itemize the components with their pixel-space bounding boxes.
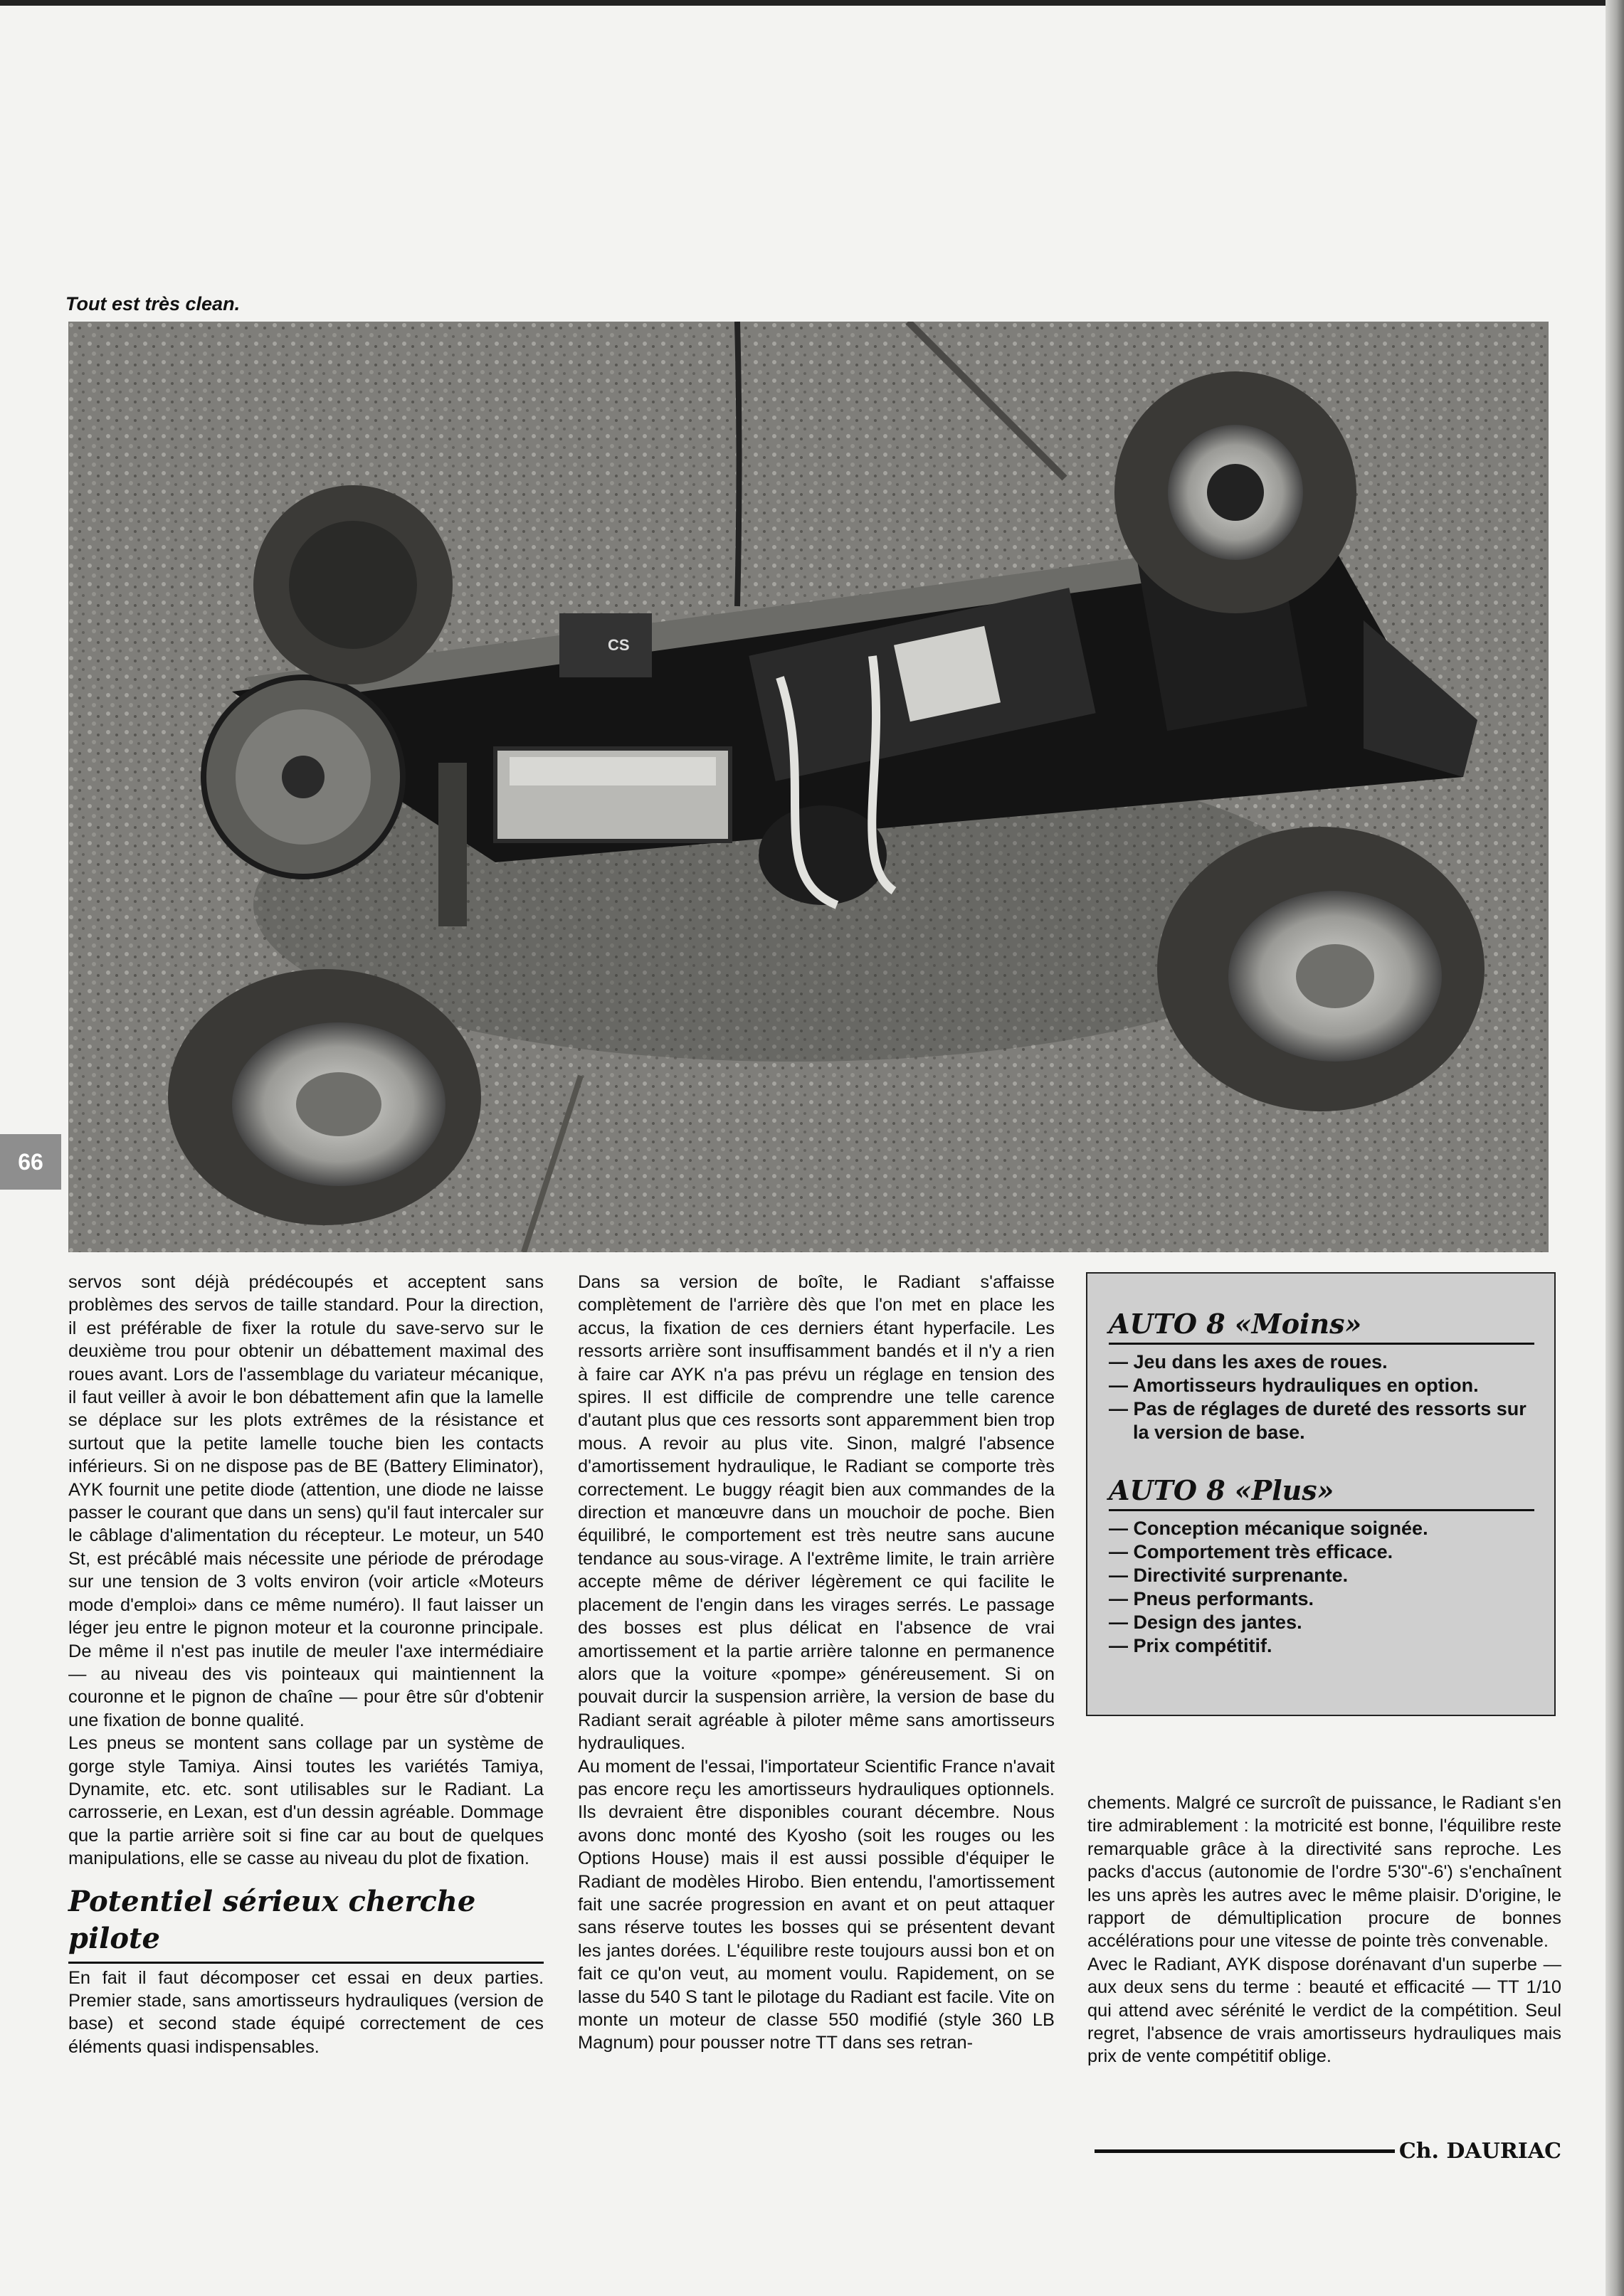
article-column-2 (578, 1271, 1055, 2055)
author-signature (1095, 2139, 1561, 2164)
plus-title: AUTO 8 «Plus» (1109, 1474, 1534, 1511)
article-column-3 (1087, 1792, 1561, 2068)
author-name: Ch. DAURIAC (1398, 2139, 1561, 2164)
col1-paragraph-1: servos sont déjà prédécoupés et acceptent sans problèmes des servos de taille standard. Pour la direction, il est préférable de fixer la rotule du save-servo sur le deuxième trou pour obtenir un débattement maximal des roues avant. Lors de l'assemblage du variateur mécanique, il faut veiller à avoir le bon débattement afin que la lamelle se déplace sur les plots extrêmes de la résistance et surtout que la petite lamelle touche bien les contacts inférieurs. Si on ne dispose pas de BE (Battery Eliminator), AYK fournit une petite diode (attention, une diode ne laisse passer le courant que dans un sens) qu'il faut intercaler sur le câblage d'alimentation du récepteur. Le moteur, un 540 St, est précâblé mais nécessite une période de prérodage sur une tension de 3 volts environ (voir article «Moteurs mode d'emploi» dans ce même numéro). Il faut laisser un léger jeu entre le pignon moteur et la couronne principale. De même il n'est pas inutile de meuler l'axe intermédiaire — au niveau des vis pointeaux qui maintiennent la couronne et le pignon de chaîne — pour être sûr d'obtenir une fixation de bonne qualité. (68, 1272, 544, 1730)
plus-item: — Pneus performants. (1109, 1588, 1314, 1609)
col3-paragraph-1: chements. Malgré ce surcroît de puissance, le Radiant s'en tire admirablement : la motricité est bonne, l'équilibre reste remarquable grâce à la directivité sans reproche. Les packs d'accus (autonomie de l'ordre 5'30"-6') s'enchaînent les uns après les autres avec le même plaisir. D'origine, le rapport de démultiplication procure de bonnes accélérations pour une vitesse de pointe très convenable. (1087, 1793, 1561, 1952)
pros-cons-box (1086, 1272, 1556, 1716)
rear-left-wheel (253, 485, 453, 684)
col3-paragraph-2: Avec le Radiant, AYK dispose dorénavant d'un superbe — aux deux sens du terme : beauté et efficacité — TT 1/10 qui attend avec sérénité le verdict de la compétition. Seul regret, l'absence de vrais amortisseurs hydrauliques mais prix de vente compétitif oblige. (1087, 1954, 1561, 2067)
minus-item: la version de base. (1133, 1422, 1305, 1443)
buggy-photo (68, 322, 1549, 1252)
rear-right-wheel (168, 969, 481, 1225)
minus-item: — Pas de réglages de dureté des ressorts sur (1109, 1398, 1527, 1419)
page-right-edge (1605, 0, 1624, 2296)
col2-paragraph-1: Dans sa version de boîte, le Radiant s'affaisse complètement de l'arrière dès que l'on met en place les accus, la fixation de ces derniers étant hyperfacile. Les ressorts arrière sont insuffisamment bandés et il n'y a rien à faire car AYK n'a pas prévu un réglage en tension des spires. Il est difficile de comprendre une telle carence d'autant plus que ces ressorts sont apparemment bien trop mous. A revoir au plus vite. Sinon, malgré l'absence d'amortissement hydraulique, le Radiant se comporte très correctement. Le buggy réagit bien aux commandes de la direction et manœuvre dans un mouchoir de poche. Bien équilibré, le comportement est très neutre sans aucune tendance au sous-virage. A l'extrême limite, le train arrière accepte même de dériver légèrement ce qui facilite le placement de l'engin dans les virages serrés. Le passage des bosses est plus délicat en l'absence de vrai amortissement et la partie arrière talonne en permanence alors que la voiture «pompe» généreusement. Si on pouvait durcir la suspension arrière, la version de base du Radiant serait agréable à piloter même sans amortisseurs hydrauliques. (578, 1272, 1055, 1754)
signature-rule (1095, 2149, 1395, 2153)
minus-item: — Amortisseurs hydrauliques en option. (1109, 1375, 1479, 1396)
plus-item: — Conception mécanique soignée. (1109, 1518, 1428, 1539)
front-left-wheel (1114, 371, 1356, 613)
page-top-edge (0, 0, 1624, 6)
minus-item: — Jeu dans les axes de roues. (1109, 1351, 1388, 1372)
photo-caption: Tout est très clean. (65, 293, 241, 314)
plus-item: — Directivité surprenante. (1109, 1565, 1349, 1586)
plus-item: — Prix compétitif. (1109, 1635, 1272, 1656)
servo-label: CS (608, 636, 630, 654)
front-right-wheel (1157, 827, 1485, 1111)
minus-list (1109, 1350, 1534, 1444)
col1-paragraph-2: Les pneus se montent sans collage par un système de gorge style Tamiya. Ainsi toutes les variétés Tamiya, Dynamite, etc. etc. sont utilisables sur le Radiant. La carrosserie, en Lexan, est d'un dessin agréable. Dommage que la partie arrière soit si fine car au bout de quelques manipulations, elle se casse au niveau du plot de fixation. (68, 1733, 544, 1869)
minus-title: AUTO 8 «Moins» (1109, 1308, 1534, 1345)
section-heading: Potentiel sérieux cherche pilote (68, 1883, 544, 1964)
page-number: 66 (0, 1134, 61, 1190)
plus-item: — Design des jantes. (1109, 1612, 1302, 1633)
col1-paragraph-3: En fait il faut décomposer cet essai en deux parties. Premier stade, sans amortisseurs hydrauliques (version de base) et second stade équipé correctement de ces éléments quasi indispensables. (68, 1967, 544, 2057)
article-column-1 (68, 1271, 544, 2058)
col2-paragraph-2: Au moment de l'essai, l'importateur Scientific France n'avait pas encore reçu les amortisseurs hydrauliques optionnels. Ils devraient être disponibles courant décembre. Nous avons donc monté des Kyosho (soit les rouges ou les Options House) mais il est aussi possible d'équiper le Radiant de modèles Hirobo. Bien entendu, l'amortissement fait une sacrée progression en avant et on peut attaquer sans réserve toutes les bosses qui se présentent devant les jantes dorées. L'équilibre reste toujours aussi bon et on fait ce qu'on veut, au moment voulu. Rapidement, on se lasse du 540 S tant le pilotage du Radiant est facile. Vite on monte un moteur de classe 550 modifié (style 360 LB Magnum) pour pousser notre TT dans ses retran- (578, 1756, 1055, 2053)
plus-list (1109, 1517, 1534, 1658)
plus-item: — Comportement très efficace. (1109, 1541, 1393, 1562)
